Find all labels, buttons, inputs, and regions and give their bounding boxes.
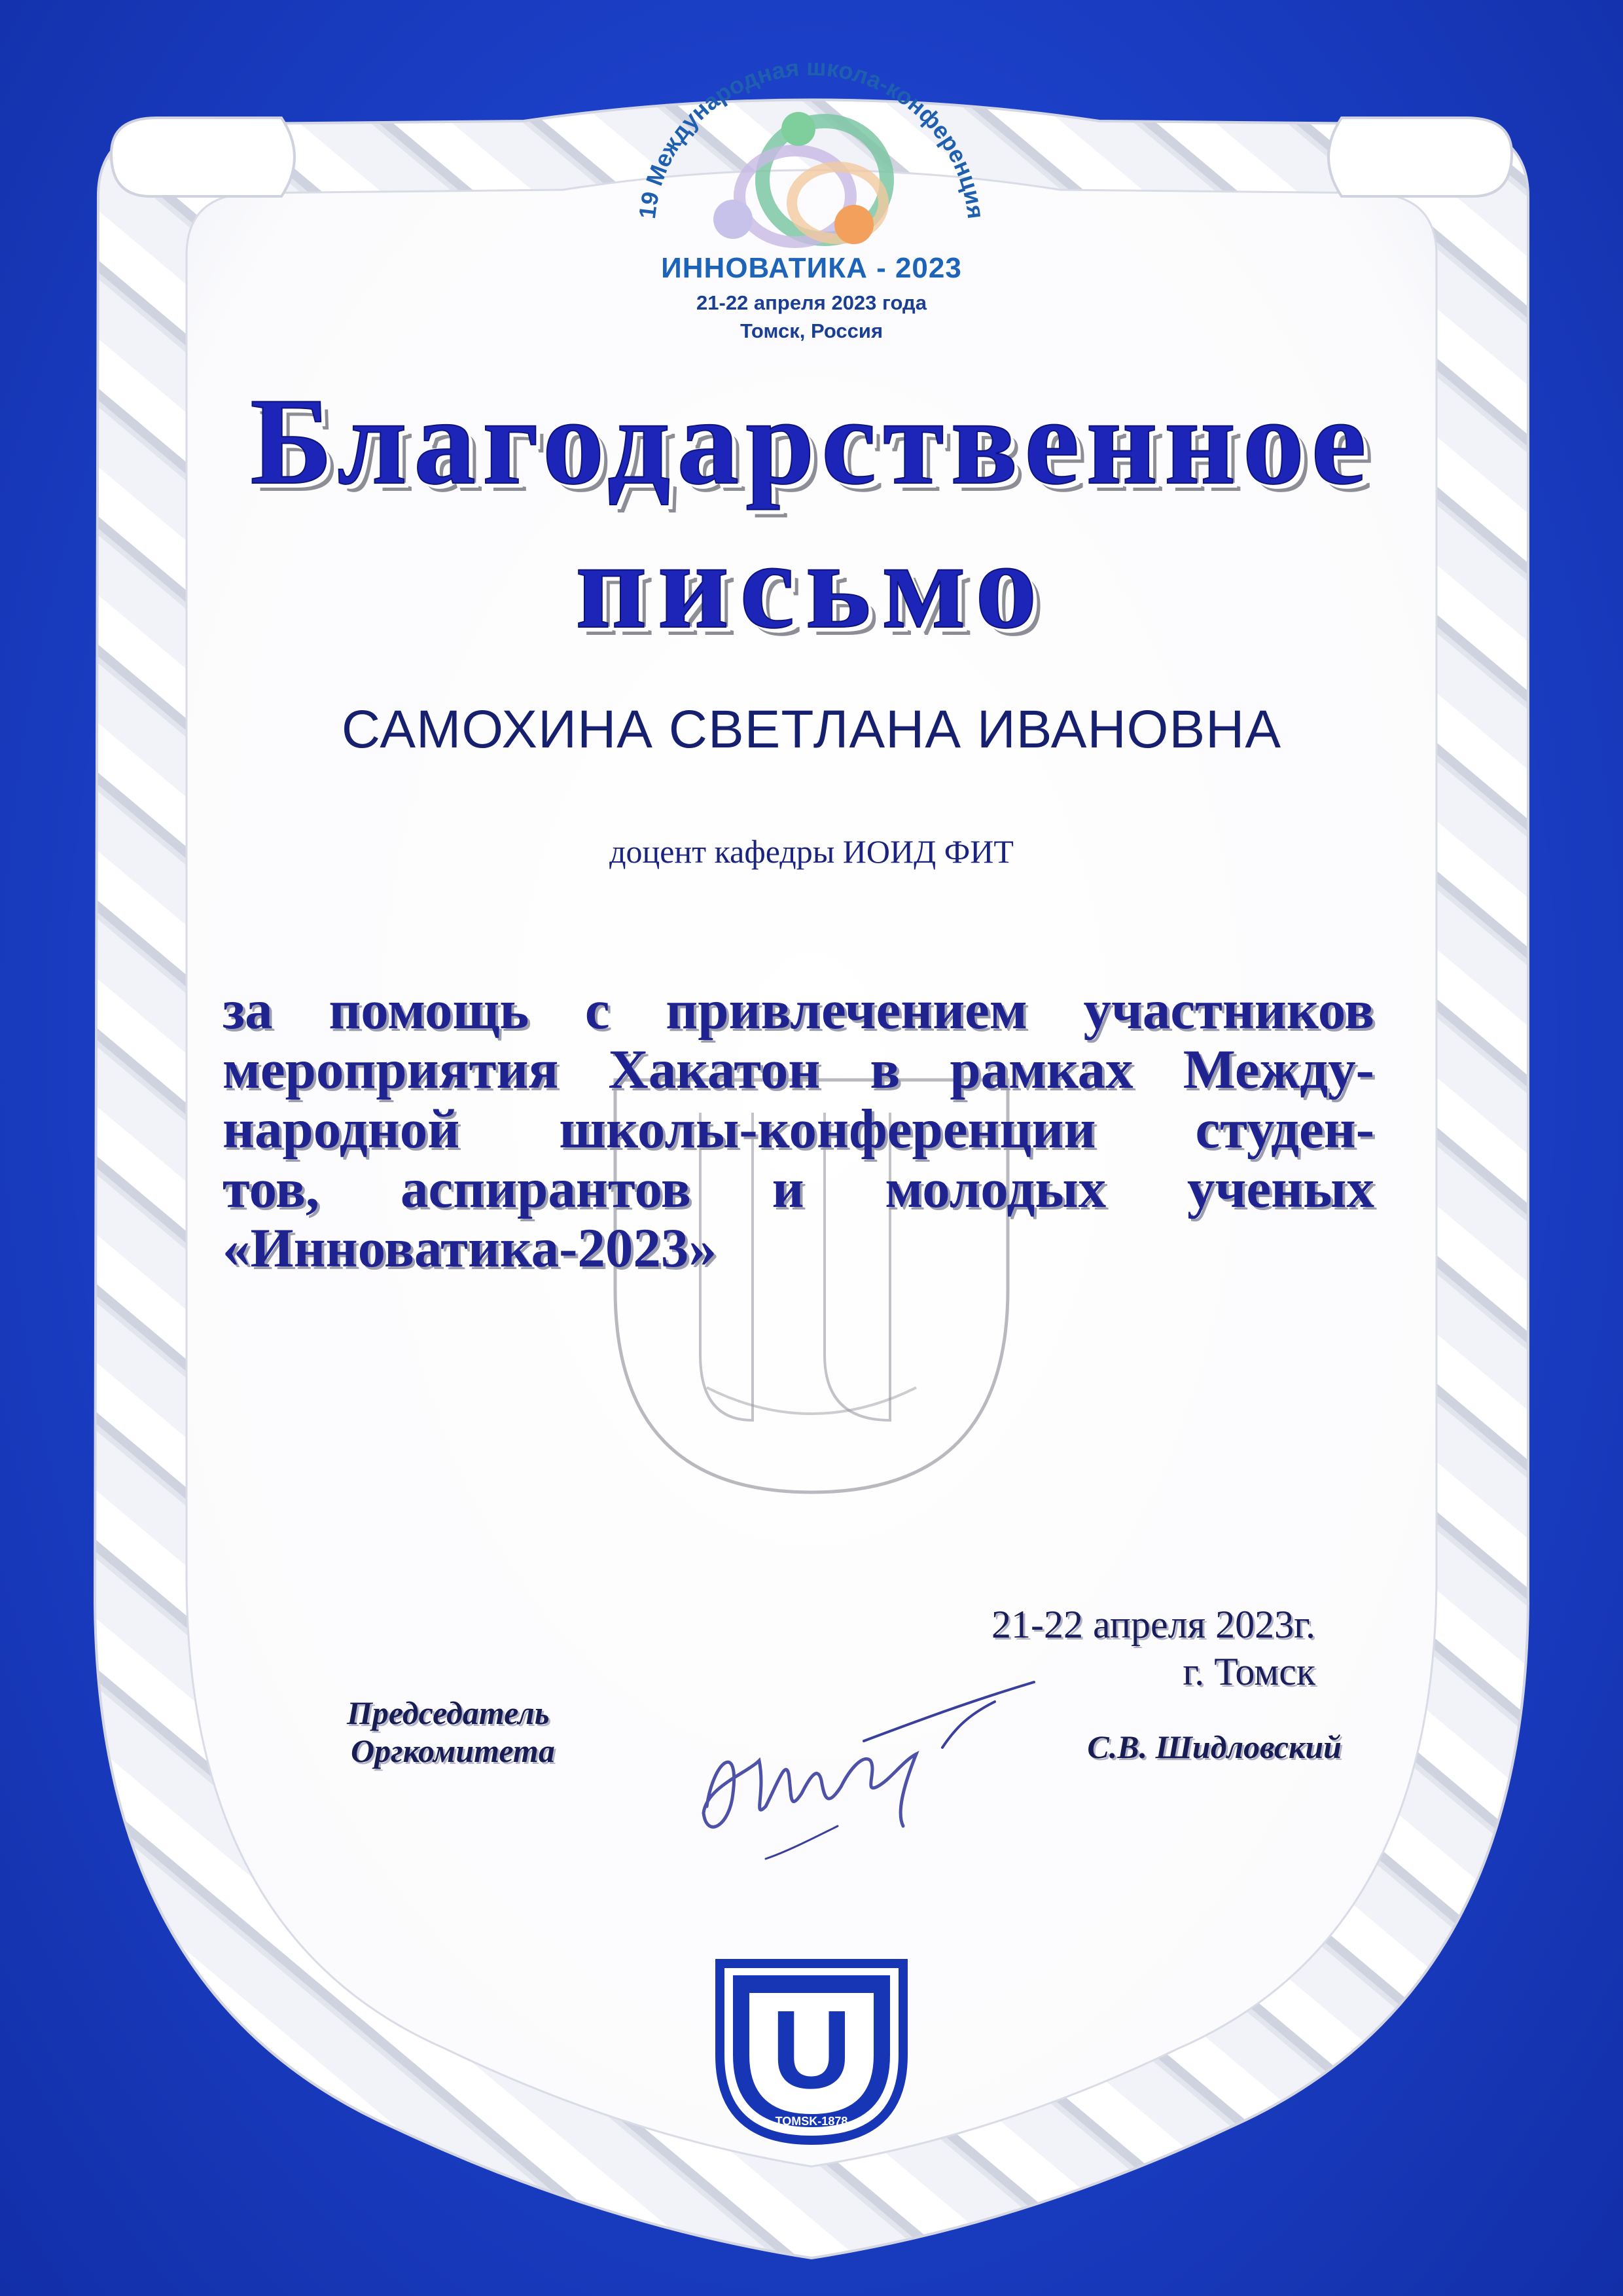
conference-arc-text: 19 Международная школа-конференция [633,56,990,221]
university-logo [713,1957,910,2147]
document-date: 21-22 апреля 2023г. [991,1603,1315,1646]
document-title-line2: письмо [575,517,1048,655]
orange-dot-icon [834,205,874,244]
conference-title: ИННОВАТИКА - 2023 [661,252,962,284]
reason-line: народной школы-конференции студен- [223,1098,1374,1160]
reason-line: за помощь с привлечением участников [223,979,1374,1041]
university-logo-caption: TOMSK-1878 [775,2115,848,2128]
chair-title-line2: Оргкомитета [351,1732,555,1769]
green-dot-icon [781,112,815,146]
reason-line: тов, аспирантов и молодых ученых [223,1158,1374,1219]
reason-paragraph [223,980,1374,1278]
handwritten-signature [668,1662,1060,1865]
document-city: г. Томск [1183,1650,1315,1693]
signer-name: С.В. Шидловский [1087,1729,1342,1765]
document-title-line1: Благодарственное [250,373,1373,511]
chair-title-line1: Председатель [347,1695,550,1731]
university-logo-letter: U [771,1988,852,2112]
recipient-name: САМОХИНА СВЕТЛАНА ИВАНОВНА [341,700,1282,759]
recipient-position: доцент кафедры ИОИД ФИТ [609,833,1014,870]
conference-city: Томск, Россия [740,319,883,342]
reason-line: мероприятия Хакатон в рамках Между- [223,1039,1374,1100]
reason-line: «Инноватика-2023» [223,1217,717,1279]
conference-dates: 21-22 апреля 2023 года [696,291,927,314]
conference-logo [628,56,995,252]
chair-title [347,1694,555,1770]
violet-dot-icon [713,200,753,239]
